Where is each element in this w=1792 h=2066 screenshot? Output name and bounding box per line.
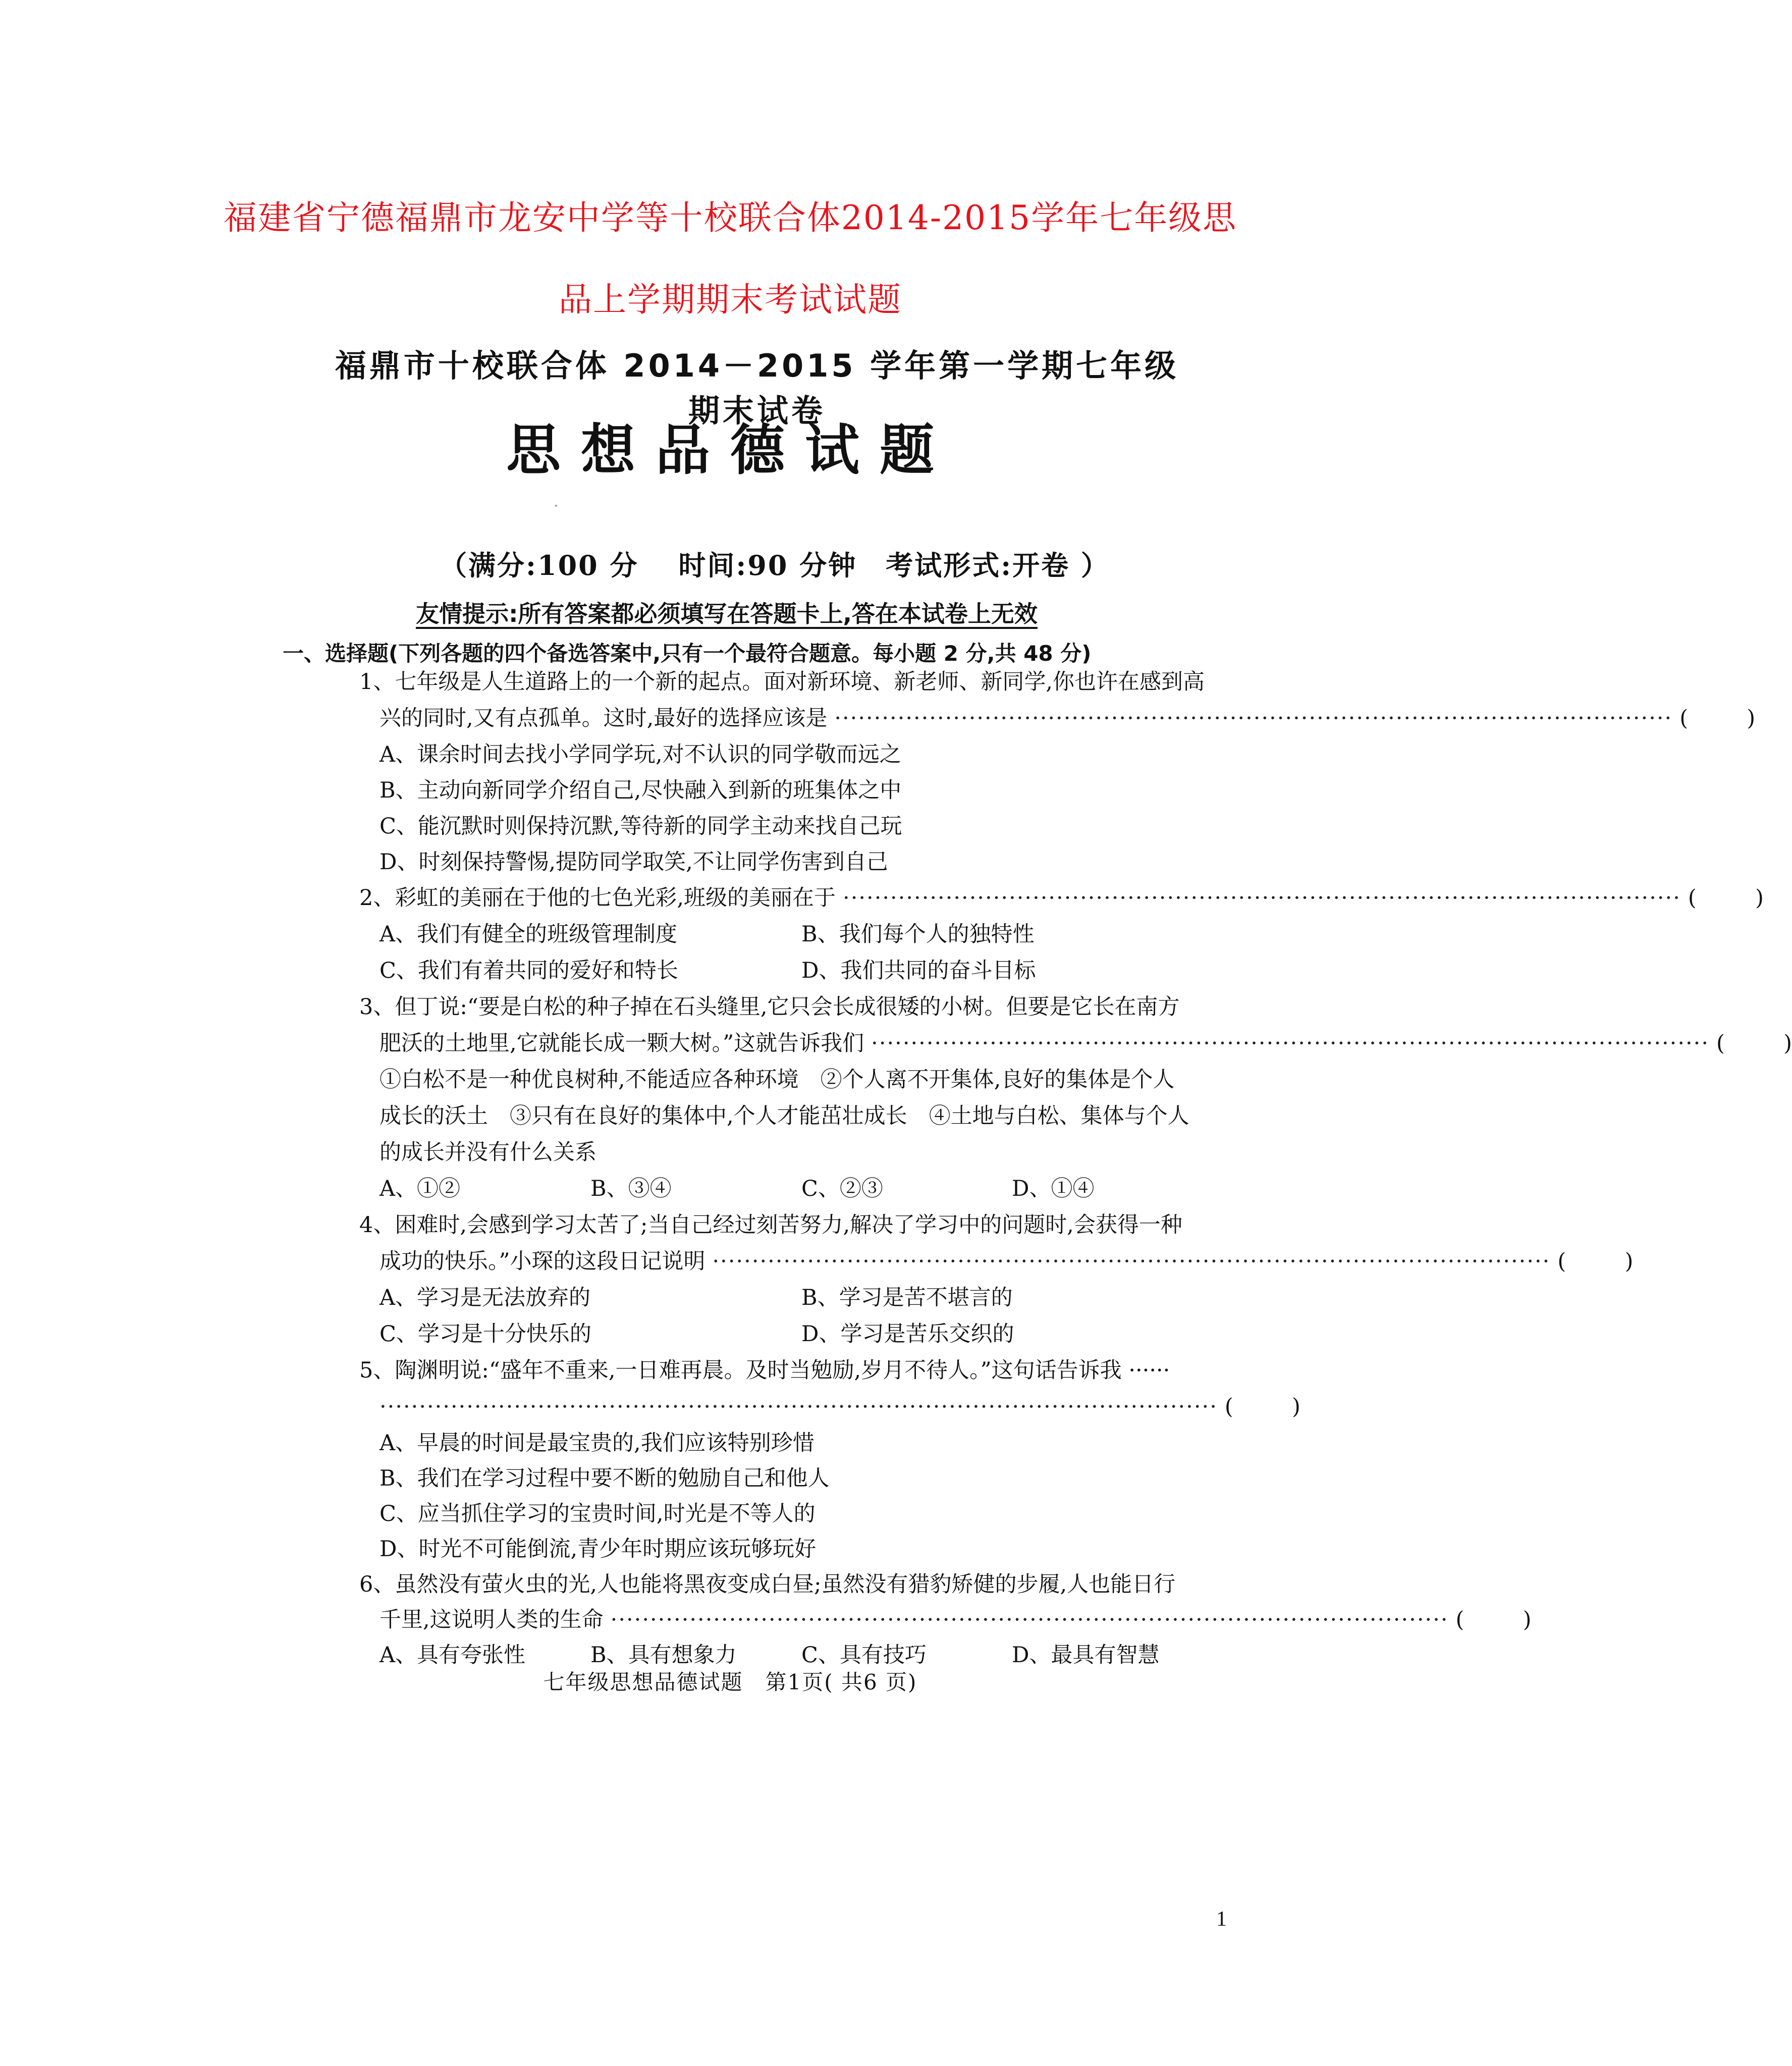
q5-option-d: D、时光不可能倒流,青少年时期应该玩够玩好 (379, 1537, 817, 1562)
q3-stem-text: 肥沃的土地里,它就能长成一颗大树。”这就告诉我们 (379, 1031, 864, 1056)
answer-blank: ( ) (1688, 885, 1764, 911)
exam-title: 思想品德试题 (506, 419, 954, 482)
q1-option-a: A、课余时间去找小学同学玩,对不认识的同学敬而远之 (379, 742, 901, 767)
q4-stem-line-1: 4、困难时,会感到学习太苦了;当自己经过刻苦努力,解决了学习中的问题时,会获得一种 (359, 1212, 1182, 1238)
q2-option-d: D、我们共同的奋斗目标 (801, 958, 1036, 983)
q1-stem-line-2 (379, 706, 1756, 731)
q6-option-b: B、具有想象力 (590, 1643, 737, 1668)
exam-page-footer: 七年级思想品德试题 第1页( 共6 页) (543, 1670, 917, 1694)
leader-dots: ·········································································································· (871, 1031, 1710, 1056)
q4-stem-line-2 (379, 1249, 1634, 1274)
q1-option-c: C、能沉默时则保持沉默,等待新的同学主动来找自己玩 (379, 814, 902, 839)
q6-option-d: D、最具有智慧 (1012, 1643, 1160, 1668)
answer-blank: ( ) (1679, 706, 1756, 731)
q5-stem-line-1: 5、陶渊明说:“盛年不重来,一日难再晨。及时当勉励,岁月不待人。”这句话告诉我 ······ (359, 1358, 1170, 1383)
q2-option-a: A、我们有健全的班级管理制度 (379, 922, 678, 947)
q6-stem-text: 千里,这说明人类的生命 (379, 1607, 604, 1632)
document-title-line-1: 福建省宁德福鼎市龙安中学等十校联合体2014-2015学年七年级思 (223, 198, 1237, 237)
q4-option-a: A、学习是无法放弃的 (379, 1285, 591, 1310)
q3-statements-line-1: ①白松不是一种优良树种,不能适应各种环境 ②个人离不开集体,良好的集体是个人 (379, 1067, 1175, 1092)
leader-dots: ·········································································································· (379, 1394, 1218, 1419)
q4-option-c: C、学习是十分快乐的 (379, 1321, 591, 1347)
answer-blank: ( ) (1557, 1249, 1634, 1274)
q3-option-a: A、①② (379, 1176, 461, 1201)
answer-blank: ( ) (1455, 1607, 1532, 1632)
q3-option-b: B、③④ (590, 1176, 672, 1201)
leader-dots: ·········································································································· (834, 706, 1673, 731)
q6-stem-line-1: 6、虽然没有萤火虫的光,人也能将黑夜变成白昼;虽然没有猎豹矫健的步履,人也能日行 (359, 1572, 1176, 1597)
q1-stem-line-1: 1、七年级是人生道路上的一个新的起点。面对新环境、新老师、新同学,你也许在感到高 (359, 669, 1205, 695)
answer-blank: ( ) (1716, 1031, 1792, 1056)
q2-stem-text: 2、彩虹的美丽在于他的七色光彩,班级的美丽在于 (359, 885, 836, 911)
leader-dots: ·········································································································· (843, 885, 1681, 911)
page-number: 1 (1216, 1908, 1227, 1931)
q3-stem-line-2 (379, 1031, 1792, 1056)
q1-option-d: D、时刻保持警惕,提防同学取笑,不让同学伤害到自己 (379, 850, 888, 875)
q2-option-c: C、我们有着共同的爱好和特长 (379, 958, 678, 983)
exam-info: （满分:100 分 时间:90 分钟 考试形式:开卷 ） (440, 549, 1110, 581)
q4-stem-text: 成功的快乐。”小琛的这段日记说明 (379, 1249, 705, 1274)
q3-statements-line-2: 成长的沃土 ③只有在良好的集体中,个人才能茁壮成长 ④土地与白松、集体与个人 (379, 1103, 1189, 1129)
q5-stem-line-2 (379, 1394, 1300, 1419)
q6-stem-line-2 (379, 1607, 1532, 1632)
q1-option-b: B、主动向新同学介绍自己,尽快融入到新的班集体之中 (379, 778, 902, 803)
q6-option-c: C、具有技巧 (801, 1643, 927, 1668)
q5-option-b: B、我们在学习过程中要不断的勉励自己和他人 (379, 1466, 830, 1491)
q3-stem-line-1: 3、但丁说:“要是白松的种子掉在石头缝里,它只会长成很矮的小树。但要是它长在南方 (359, 994, 1180, 1020)
document-title-line-2: 品上学期期末考试试题 (559, 280, 902, 319)
q3-option-c: C、②③ (801, 1176, 883, 1201)
q4-option-d: D、学习是苦乐交织的 (801, 1321, 1014, 1347)
leader-dots: ·········································································································· (712, 1249, 1551, 1274)
q5-option-c: C、应当抓住学习的宝贵时间,时光是不等人的 (379, 1501, 816, 1526)
q1-stem-text: 兴的同时,又有点孤单。这时,最好的选择应该是 (379, 706, 828, 731)
answer-blank: ( ) (1224, 1394, 1300, 1419)
q3-option-d: D、①④ (1012, 1176, 1095, 1201)
q2-stem-line-1 (359, 885, 1764, 911)
q5-option-a: A、早晨的时间是最宝贵的,我们应该特别珍惜 (379, 1431, 814, 1456)
q3-statements-line-3: 的成长并没有什么关系 (379, 1140, 596, 1165)
scan-speck (555, 505, 557, 507)
notice: 友情提示:所有答案都必须填写在答题卡上,答在本试卷上无效 (416, 600, 1038, 627)
q4-option-b: B、学习是苦不堪言的 (801, 1285, 1013, 1310)
section-heading: 一、选择题(下列各题的四个备选答案中,只有一个最符合题意。每小题 2 分,共 48 分) (283, 641, 1092, 666)
exam-header: 福鼎市十校联合体 2014－2015 学年第一学期七年级期末试卷 (335, 347, 1179, 429)
q2-option-b: B、我们每个人的独特性 (801, 922, 1035, 947)
q6-option-a: A、具有夸张性 (379, 1643, 526, 1668)
leader-dots: ·········································································································· (610, 1607, 1449, 1632)
